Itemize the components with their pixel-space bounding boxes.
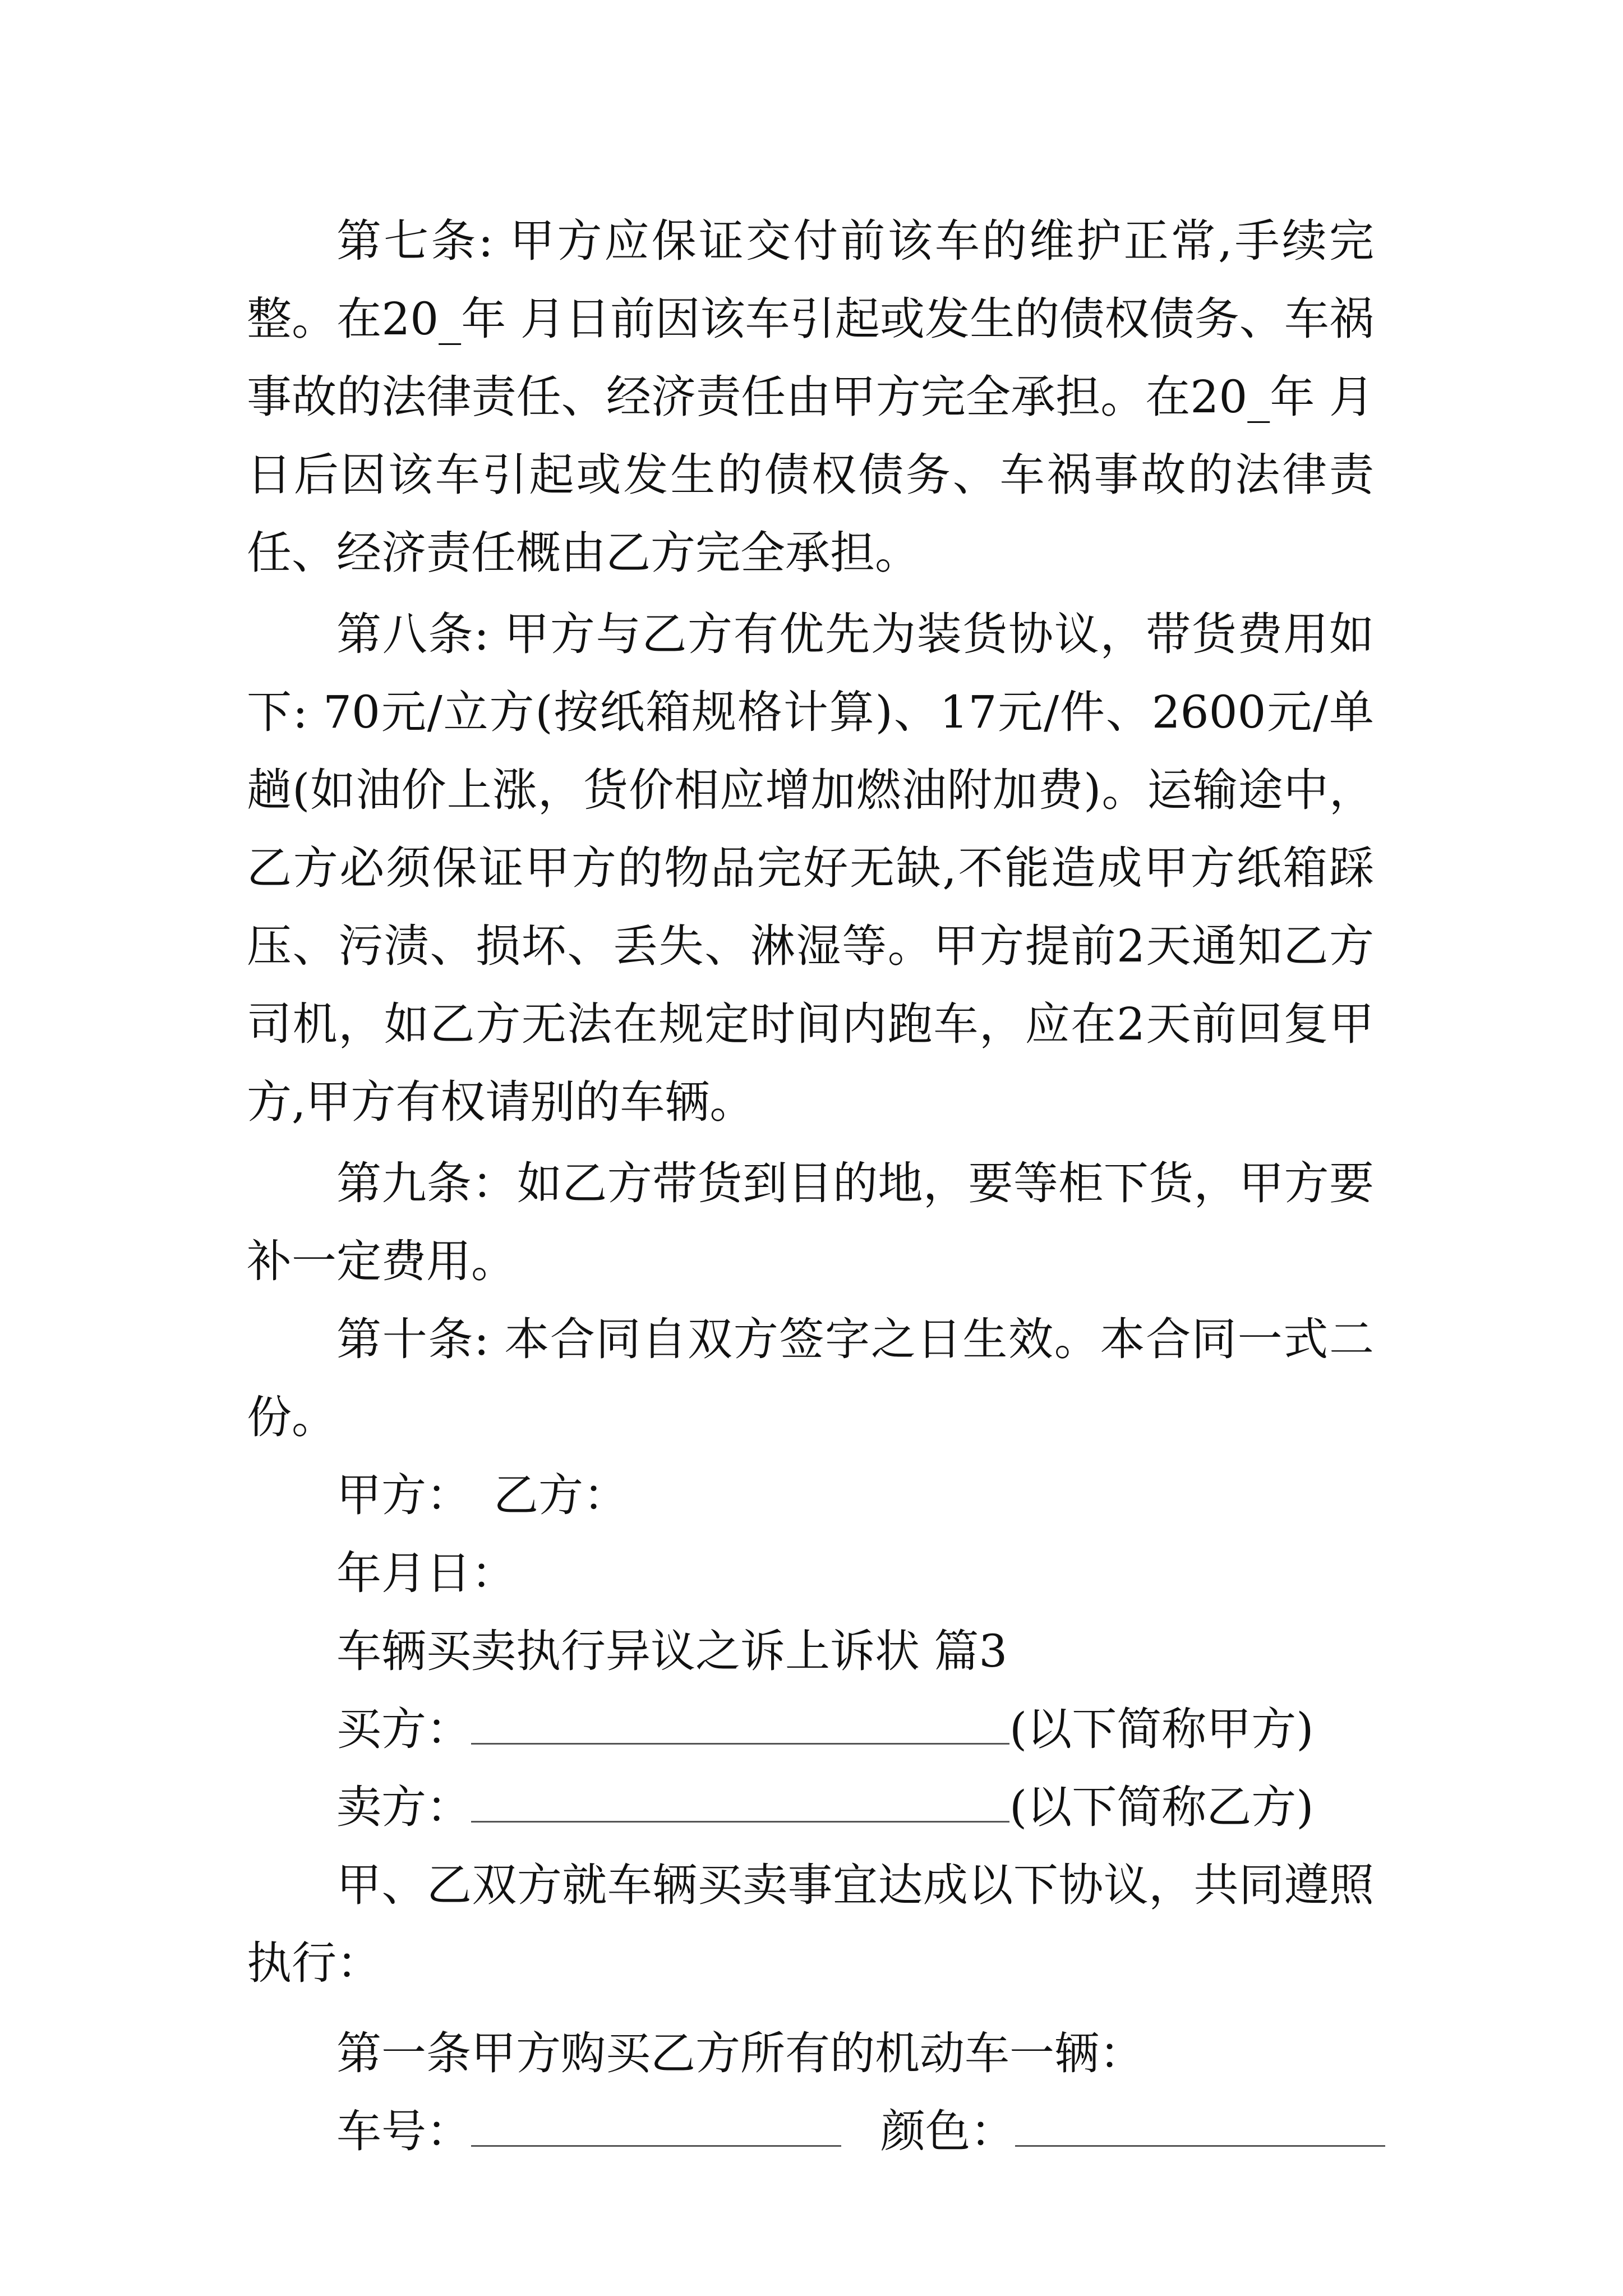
section-title: 车辆买卖执行异议之诉上诉状 篇3: [336, 1625, 1008, 1677]
document-page: [247, 202, 1374, 2170]
party-b-signature-label: 乙方：: [494, 1469, 628, 1521]
plate-label: 车号：: [336, 2105, 471, 2157]
buyer-suffix: (以下简称甲方): [1009, 1703, 1314, 1755]
vehicle-line: [247, 2092, 1374, 2170]
article-9: 第九条：如乙方带货到目的地，要等柜下货，甲方要补一定费用。: [247, 1157, 1374, 1287]
signature-parties: [247, 1456, 1374, 1534]
seller-suffix: (以下简称乙方): [1009, 1781, 1314, 1833]
color-label: 颜色：: [880, 2105, 1015, 2157]
buyer-label: 买方：: [336, 1703, 471, 1755]
seller-blank[interactable]: [471, 1787, 1009, 1823]
clause-1: 第一条甲方购买乙方所有的机动车一辆：: [336, 2027, 1144, 2079]
signature-date: 年月日：: [336, 1547, 516, 1599]
color-blank[interactable]: [1015, 2111, 1385, 2147]
article-7: 第七条: 甲方应保证交付前该车的维护正常,手续完整。在20_年 月日前因该车引起或发生的债权债务、车祸事故的法律责任、经济责任由甲方完全承担。在20_年 月日后因该车引起或发生的债权债务、车祸事故的法律责任、经济责任概由乙方完全承担。: [247, 215, 1374, 579]
party-a-signature-label: 甲方：: [336, 1469, 471, 1521]
seller-label: 卖方：: [336, 1781, 471, 1833]
article-10: 第十条: 本合同自双方签字之日生效。本合同一式二份。: [247, 1313, 1374, 1443]
seller-line: [247, 1768, 1374, 1846]
buyer-blank[interactable]: [471, 1709, 1009, 1745]
agreement-intro: 甲、乙双方就车辆买卖事宜达成以下协议，共同遵照执行：: [247, 1859, 1374, 1989]
buyer-line: [247, 1690, 1374, 1768]
article-8: 第八条: 甲方与乙方有优先为装货协议，带货费用如下: 70元/立方(按纸箱规格计算)、17元/件、2600元/单趟(如油价上涨，货价相应增加燃油附加费)。运输途中，乙方必须保证甲方的物品完好无缺,不能造成甲方纸箱踩压、污渍、损坏、丢失、淋湿等。甲方提前2天通知乙方司机，如乙方无法在规定时间内跑车，应在2天前回复甲方,甲方有权请别的车辆。: [247, 608, 1374, 1128]
plate-blank[interactable]: [471, 2111, 841, 2147]
